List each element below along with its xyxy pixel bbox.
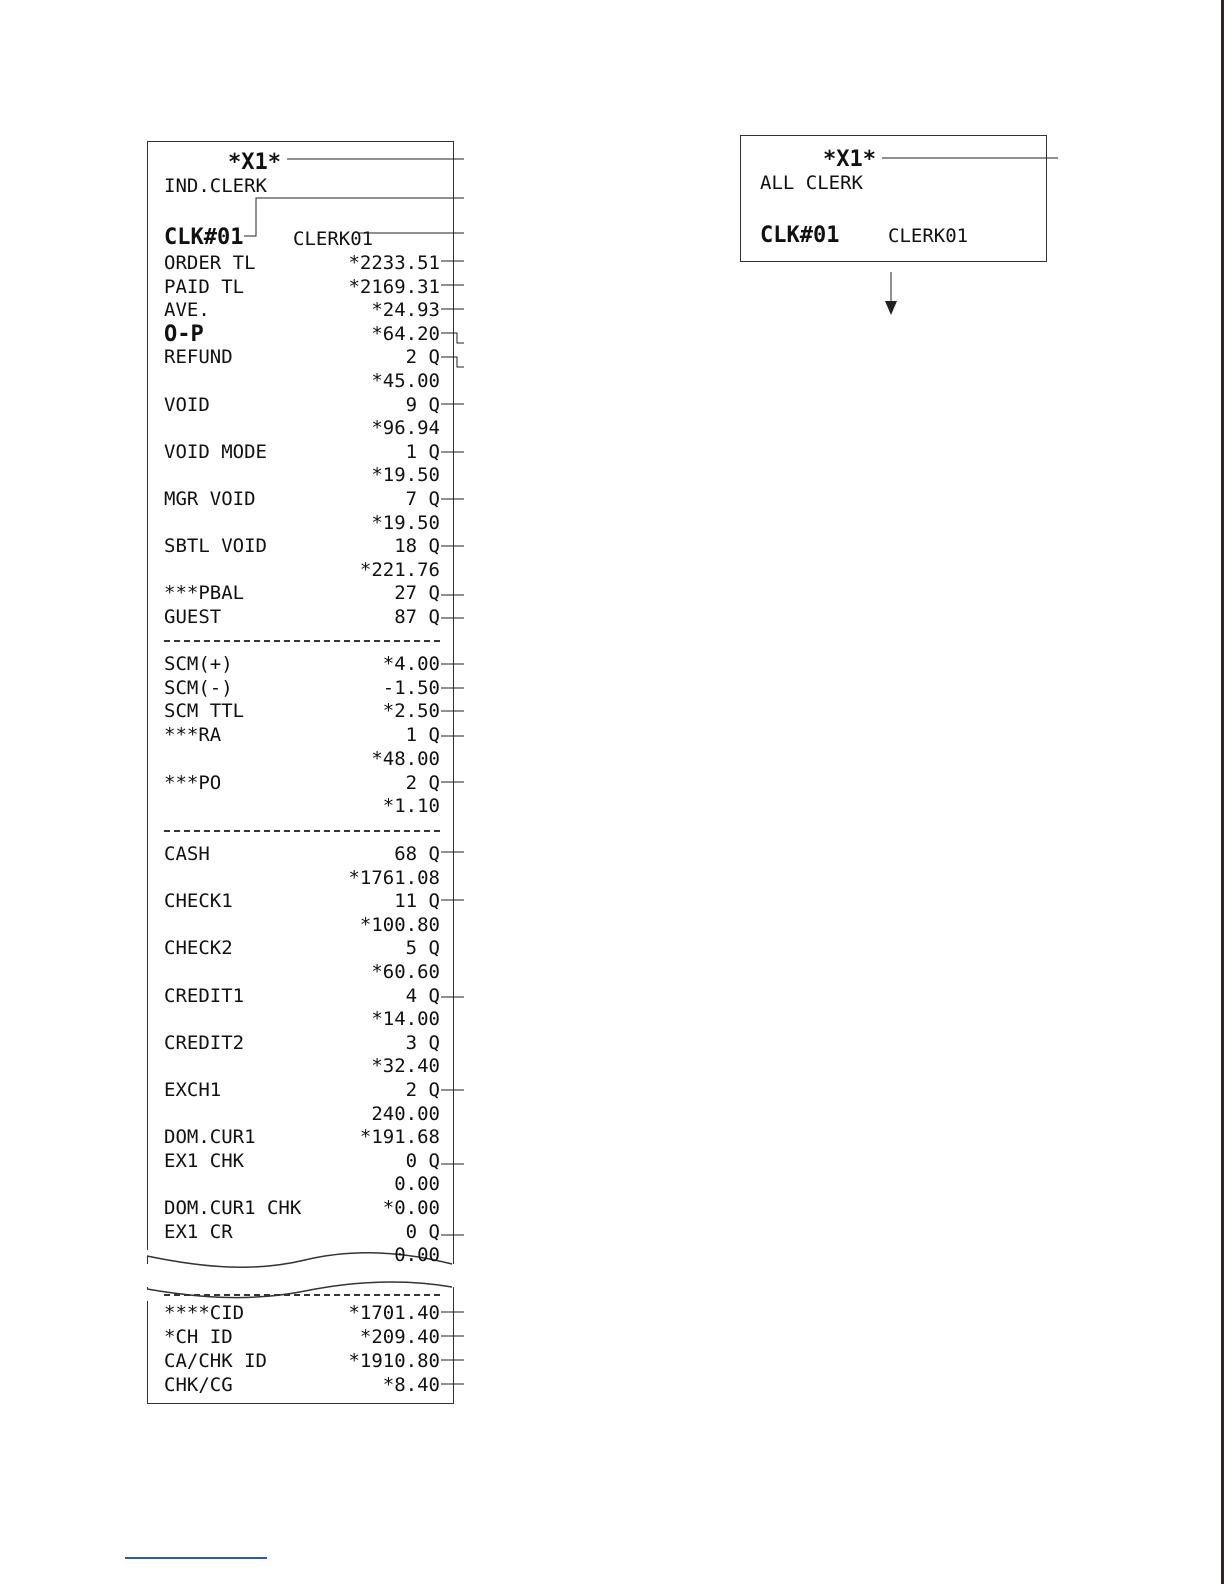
all-clerk-clerk-code: CLK#01 (760, 223, 840, 248)
receipt-line-label: MGR VOID (164, 488, 256, 510)
receipt-line-value: *64.20 (371, 322, 440, 345)
receipt-line-value: *19.50 (371, 464, 440, 487)
receipt-line-label: ****CID (164, 1302, 245, 1324)
receipt-line-value: 4 Q (405, 984, 440, 1007)
receipt-line-value: 7 Q (405, 488, 440, 510)
receipt-line-value: *96.94 (371, 417, 440, 440)
receipt-line-value: *1.10 (382, 795, 440, 818)
receipt-line-label: CREDIT2 (164, 1031, 245, 1054)
receipt-line-value: 1 Q (405, 724, 440, 747)
receipt-line-value: *4.00 (382, 653, 440, 675)
receipt-line-value: *191.68 (359, 1126, 440, 1149)
footnote-rule (125, 1557, 267, 1559)
receipt-line-label: DOM.CUR1 CHK (164, 1197, 302, 1219)
receipt-line-value: 2 Q (405, 771, 440, 794)
receipt-line-value: 11 Q (394, 890, 440, 913)
receipt-line-label: CHECK2 (164, 937, 233, 960)
receipt-line-label: SCM TTL (164, 700, 245, 723)
receipt-line-label: REFUND (164, 346, 233, 369)
receipt-line-value: 2 Q (405, 346, 440, 369)
all-clerk-report-title: ALL CLERK (760, 172, 863, 194)
receipt-line-value: 3 Q (405, 1031, 440, 1054)
receipt-line-value: *2169.31 (348, 275, 440, 298)
receipt-line-value: 1 Q (405, 440, 440, 463)
receipt-line-label: EX1 CHK (164, 1149, 245, 1172)
receipt-line-label: SCM(-) (164, 676, 233, 699)
receipt-line-value: 0.00 (394, 1244, 440, 1267)
receipt-line-value: 240.00 (371, 1102, 440, 1125)
receipt-line-label: GUEST (164, 606, 222, 628)
receipt-line-value: 9 Q (405, 393, 440, 416)
receipt-line-value: 5 Q (405, 937, 440, 960)
all-clerk-mode-label: *X1* (823, 147, 876, 172)
receipt-line-label: DOM.CUR1 (164, 1126, 256, 1149)
receipt-line-value: 0 Q (405, 1220, 440, 1243)
receipt-line-label: O-P (164, 321, 204, 347)
receipt-line-label: VOID (164, 393, 210, 416)
receipt-line-label: CHECK1 (164, 890, 233, 913)
receipt-line-label: SCM(+) (164, 653, 233, 675)
all-clerk-clerk-name: CLERK01 (888, 225, 969, 247)
receipt-line-value: 87 Q (394, 606, 440, 628)
receipt-line-value: *60.60 (371, 961, 440, 983)
receipt-line-value: *221.76 (359, 558, 440, 581)
mode-label: *X1* (228, 150, 281, 175)
receipt-line-value: *2233.51 (348, 252, 440, 274)
down-arrow-icon (885, 301, 897, 315)
receipt-line-label: *CH ID (164, 1326, 233, 1348)
receipt-line-value: -1.50 (382, 676, 440, 699)
report-title: IND.CLERK (164, 175, 267, 197)
receipt-line-label: CHK/CG (164, 1374, 233, 1396)
receipt-line-label: EX1 CR (164, 1220, 233, 1243)
receipt-line-value: 68 Q (394, 843, 440, 865)
receipt-line-label: ***PBAL (164, 582, 245, 605)
receipt-line-label: ***RA (164, 724, 222, 747)
receipt-line-value: *1761.08 (348, 866, 440, 889)
receipt-line-value: *2.50 (382, 700, 440, 723)
receipt-line-value: *1910.80 (348, 1350, 440, 1372)
receipt-line-label: AVE. (164, 299, 210, 322)
receipt-line-label: PAID TL (164, 275, 245, 298)
receipt-line-value: 18 Q (394, 535, 440, 558)
clerk-name: CLERK01 (293, 228, 374, 250)
receipt-line-value: *48.00 (371, 747, 440, 770)
clerk-code: CLK#01 (164, 225, 244, 250)
receipt-line-value: *14.00 (371, 1008, 440, 1031)
receipt-line-value: *24.93 (371, 299, 440, 322)
receipt-line-label: CA/CHK ID (164, 1350, 267, 1372)
receipt-line-value: *19.50 (371, 511, 440, 534)
receipt-line-label: EXCH1 (164, 1079, 222, 1101)
receipt-line-value: 27 Q (394, 582, 440, 605)
receipt-line-label: ***PO (164, 771, 222, 794)
receipt-line-value: *209.40 (359, 1326, 440, 1348)
receipt-line-label: VOID MODE (164, 440, 267, 463)
receipt-line-label: ORDER TL (164, 252, 256, 274)
receipt-line-value: *1701.40 (348, 1302, 440, 1324)
receipt-line-value: *8.40 (382, 1374, 440, 1396)
receipt-line-value: *100.80 (359, 913, 440, 936)
receipt-line-value: 0 Q (405, 1149, 440, 1172)
receipt-line-value: *45.00 (371, 370, 440, 392)
receipt-line-label: CASH (164, 843, 210, 865)
receipt-line-value: *32.40 (371, 1055, 440, 1078)
receipt-line-value: 2 Q (405, 1079, 440, 1101)
receipt-line-value: 0.00 (394, 1173, 440, 1196)
receipt-line-label: SBTL VOID (164, 535, 267, 558)
receipt-line-label: CREDIT1 (164, 984, 245, 1007)
receipt-line-value: *0.00 (382, 1197, 440, 1219)
